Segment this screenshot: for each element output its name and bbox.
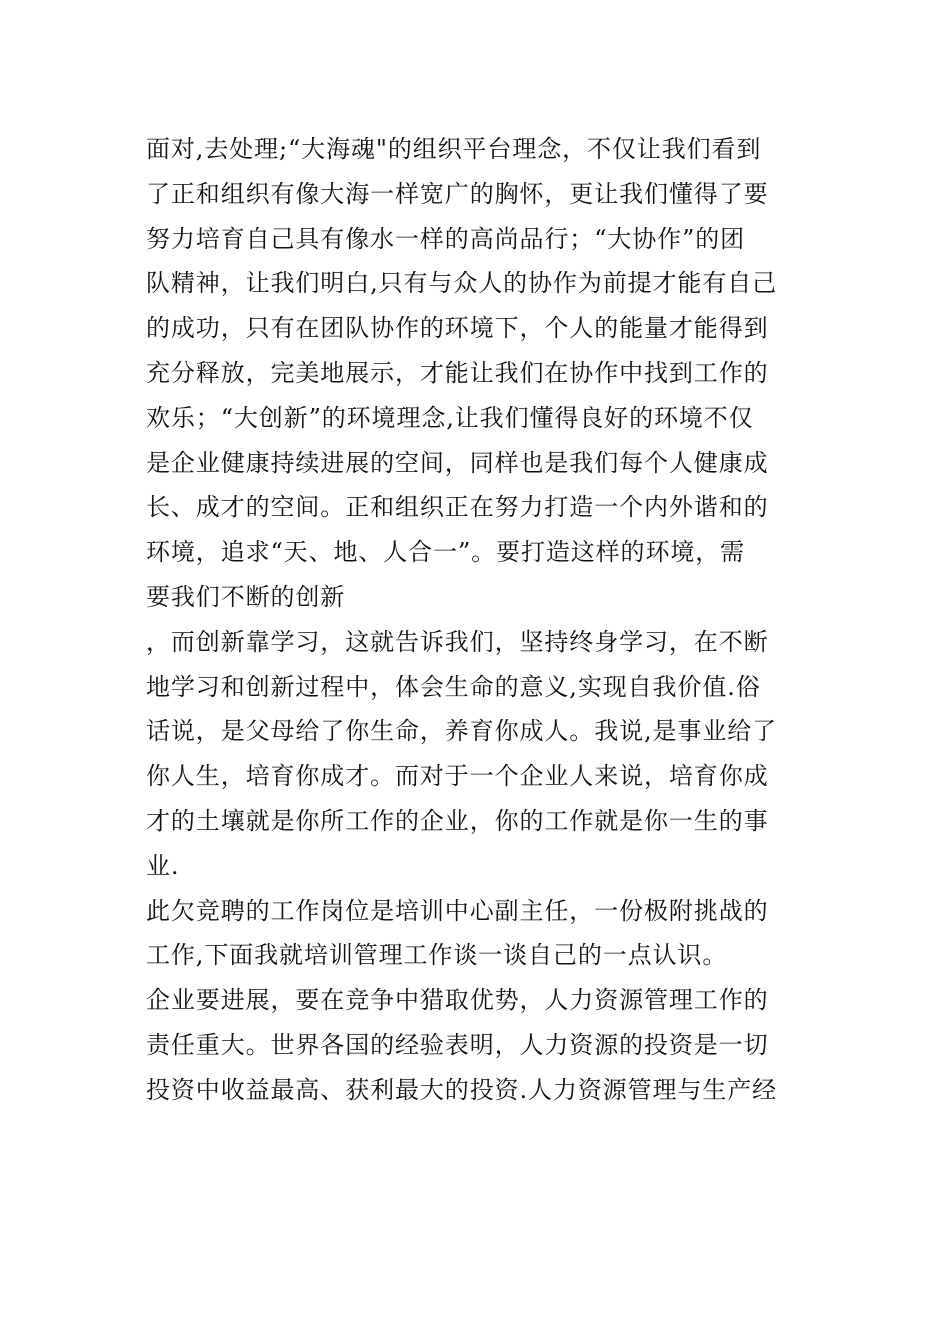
text-line: 此欠竞聘的工作岗位是培训中心副主任，一份极附挑战的 [146, 896, 769, 925]
text-line: 投资中收益最高、获利最大的投资.人力资源管理与生产经 [146, 1075, 778, 1104]
text-line: 面对,去处理;“大海魂"的组织平台理念，不仅让我们看到 [146, 135, 762, 163]
text-line: 充分释放，完美地展示，才能让我们在协作中找到工作的 [146, 358, 769, 387]
text-line: 长、成才的空间。正和组织正在努力打造一个内外谐和的 [146, 493, 769, 522]
text-line: 了正和组织有像大海一样宽广的胸怀，更让我们懂得了要 [146, 179, 769, 208]
text-line: 努力培育自己具有像水一样的高尚品行；“大协作”的团 [146, 224, 746, 253]
text-line: 要我们不断的创新 [146, 582, 346, 611]
text-line: 队精神，让我们明白,只有与众人的协作为前提才能有自己 [146, 269, 778, 298]
text-line: 地学习和创新过程中，体会生命的意义,实现自我价值.俗 [146, 672, 761, 701]
text-line: 话说，是父母给了你生命，养育你成人。我说,是事业给了 [146, 717, 778, 746]
text-line: ，而创新靠学习，这就告诉我们，坚持终身学习，在不断 [146, 627, 769, 656]
text-line: 责任重大。世界各国的经验表明，人力资源的投资是一切 [146, 1030, 769, 1059]
text-line: 企业要进展，要在竞争中猎取优势，人力资源管理工作的 [146, 986, 769, 1015]
text-line: 你人生，培育你成才。而对于一个企业人来说，培育你成 [146, 762, 769, 791]
text-line: 的成功，只有在团队协作的环境下，个人的能量才能得到 [146, 314, 769, 343]
text-line: 业. [146, 851, 180, 880]
text-line: 环境，追求“天、地、人合一”。要打造这样的环境，需 [146, 538, 746, 567]
text-line: 工作,下面我就培训管理工作谈一谈自己的一点认识。 [146, 941, 728, 970]
text-line: 是企业健康持续进展的空间，同样也是我们每个人健康成 [146, 448, 769, 477]
text-line: 才的土壤就是你所工作的企业，你的工作就是你一生的事 [146, 806, 769, 835]
body-text [146, 127, 806, 1113]
text-line: 欢乐；“大创新”的环境理念,让我们懂得良好的环境不仅 [146, 403, 754, 432]
